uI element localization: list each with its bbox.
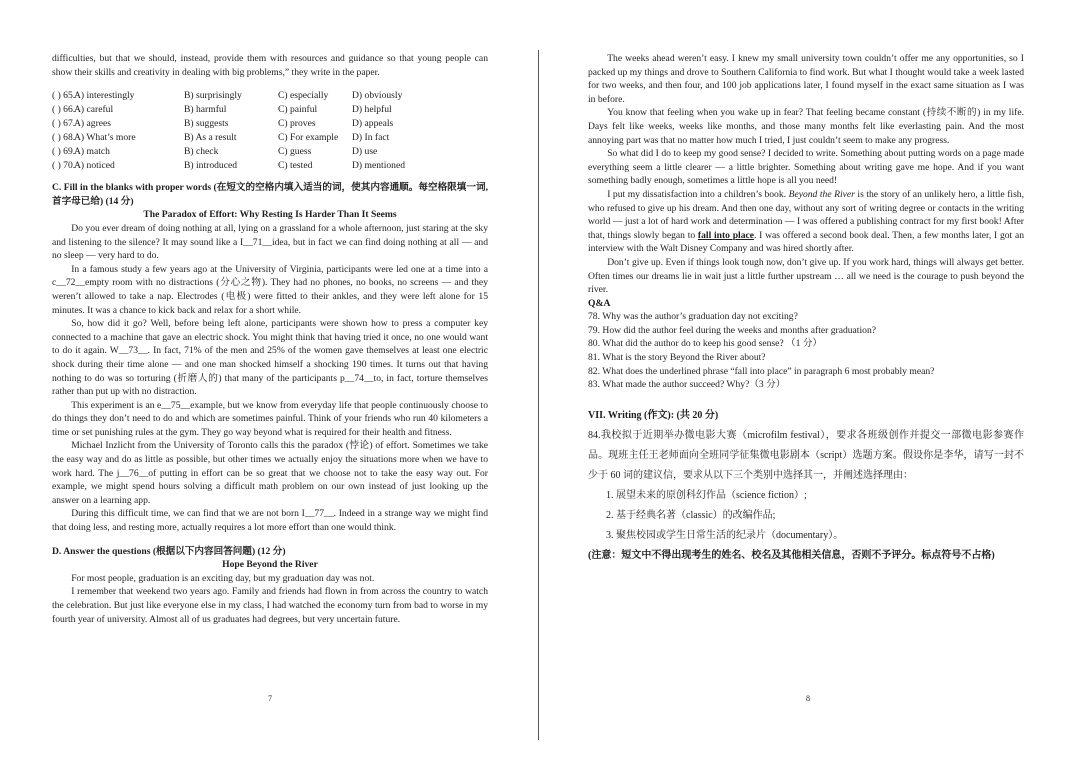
question: 79. How did the author feel during the weeks and months after graduation? bbox=[588, 324, 876, 336]
choice-b: B) suggests bbox=[184, 118, 229, 130]
story-paragraph: So what did I do to keep my good sense? I decided to write. Something about putting words on a page made everything seem a little clearer — a little brighter. Something about writing gave me hope. And if you want something badly enough, sometimes a little hope is all you need! bbox=[588, 148, 1024, 187]
passage-c-paragraph: So, how did it go? Well, before being left alone, participants were shown how to press a computer key connected to a machine that gave an electric shock. You might think that having tried it once, no one would want to do it again. W__73__. In fact, 71% of the men and 25% of the women gave themselves at least one electric shock during their time alone — and one man shocked himself a shocking 190 times. It turns out that having nothing to do was so torturing (折磨人的) that many of the participants p__74__to, in fact, torture themselves rather than put up with no distraction. bbox=[52, 318, 488, 398]
choice-number: ( ) 66. bbox=[52, 104, 76, 116]
choice-d: D) helpful bbox=[352, 104, 392, 116]
choice-c: C) tested bbox=[278, 160, 313, 172]
choice-c: C) guess bbox=[278, 146, 312, 158]
writing-option: 2. 基于经典名著（classic）的改编作品; bbox=[606, 509, 776, 521]
choice-b: B) As a result bbox=[184, 132, 237, 144]
writing-note: (注意：短文中不得出现考生的姓名、校名及其他相关信息，否则不予评分。标点符号不占格) bbox=[588, 549, 995, 561]
choice-b: B) introduced bbox=[184, 160, 238, 172]
passage-c-paragraph: During this difficult time, we can find that we are not born I__77__. Indeed in a strange way we might find that doing less, and resting more, actually requires a lot more effort than one would think. bbox=[52, 508, 488, 534]
qa-label: Q&A bbox=[588, 297, 611, 309]
writing-options bbox=[588, 486, 1024, 546]
story-text: I put my dissatisfaction into a children’s book. bbox=[607, 188, 789, 200]
choice-table bbox=[52, 89, 488, 173]
choice-row bbox=[52, 103, 488, 117]
question: 83. What made the author succeed? Why?（3 分） bbox=[588, 379, 786, 391]
choice-b: B) surprisingly bbox=[184, 90, 242, 102]
story-paragraph bbox=[588, 188, 1024, 256]
choice-b: B) check bbox=[184, 146, 219, 158]
choice-number: ( ) 70. bbox=[52, 160, 76, 172]
passage-c-paragraph: Do you ever dream of doing nothing at all, lying on a grassland for a whole afternoon, just staring at the sky and listening to the silence? It may sound like a I__71__idea, but in fact we can find doing nothing at all — and no sleep — very hard to do. bbox=[52, 222, 488, 262]
writing-prompt: 84.我校拟于近期举办微电影大赛（microfilm festival），要求各班级创作并提交一部微电影参赛作品。现班主任王老师面向全班同学征集微电影剧本（script）选题方案。假设你是李华，请写一封不少于 60 词的建议信，要求从以下三个类别中选择其一，并阐述选择理由： bbox=[588, 429, 1024, 481]
passage-d-paragraph: I remember that weekend two years ago. Family and friends had flown in from across the country to watch the celebration. But just like everyone else in my class, I had watched the economy turn from bad to worse in my fourth year of university. Almost all of us graduates had degrees, but very uncertain future. bbox=[52, 586, 488, 625]
underlined-phrase: fall into place bbox=[697, 229, 755, 241]
choice-b: B) harmful bbox=[184, 104, 227, 116]
choice-c: C) For example bbox=[278, 132, 339, 144]
page-number-right: 8 bbox=[806, 694, 810, 703]
qa-section bbox=[588, 297, 1024, 392]
choice-row bbox=[52, 159, 488, 173]
choice-d: D) appeals bbox=[352, 118, 394, 130]
choice-number: ( ) 68. bbox=[52, 132, 76, 144]
left-page bbox=[52, 52, 488, 712]
story-text: is the story of an unlikely hero, a little fish, who refused to give up his dream. And then one day, without any sort of writing degree or contacts in the writing world — just a lot of hard work and determination — I was offered a publishing contract for my first book! After that, things slowly began to bbox=[588, 188, 1024, 241]
choice-d: D) mentioned bbox=[352, 160, 406, 172]
choice-d: D) obviously bbox=[352, 90, 403, 102]
section-c-heading: C. Fill in the blanks with proper words (在短文的空格内填入适当的词，使其内容通顺。每空格限填一词,首字母已给) (14 分) bbox=[52, 182, 488, 207]
choice-a: A) noticed bbox=[74, 160, 115, 172]
story-paragraph: The weeks ahead weren’t easy. I knew my small university town couldn’t offer me any opportunities, so I packed up my things and drove to Southern California to find work. But what I thought would take a week lasted for two weeks, and then four, and 100 job applications later, I found myself in the exact same situation as I was in before. bbox=[588, 53, 1024, 105]
choice-number: ( ) 69. bbox=[52, 146, 76, 158]
choice-a: A) interestingly bbox=[74, 90, 135, 102]
choice-a: A) What’s more bbox=[74, 132, 136, 144]
passage-c-paragraph: This experiment is an e__75__example, but we know from everyday life that people continuously choose to do things they don’t need to do and which are sometimes painful. Think of your friends who run 40 kilometers a time or set punishing rules at the gym. They go way beyond what is required for their health and fitness. bbox=[52, 399, 488, 438]
section-d-heading: D. Answer the questions (根据以下内容回答问题) (12 分) bbox=[52, 545, 286, 557]
right-page bbox=[588, 52, 1024, 712]
writing-option: 1. 展望未来的原创科幻作品（science fiction）; bbox=[606, 489, 807, 501]
question: 80. What did the author do to keep his good sense? （1 分） bbox=[588, 338, 823, 350]
intro-paragraph: difficulties, but that we should, instead, provide them with resources and guidance so that young people can show their skills and creativity in dealing with big problems,” they write in the paper. bbox=[52, 53, 488, 78]
choice-d: D) use bbox=[352, 146, 378, 158]
page-divider bbox=[538, 50, 539, 740]
choice-row bbox=[52, 131, 488, 145]
book-title: Beyond the River bbox=[788, 188, 855, 200]
passage-d-title: Hope Beyond the River bbox=[222, 559, 318, 571]
choice-c: C) proves bbox=[278, 118, 316, 130]
question: 78. Why was the author’s graduation day not exciting? bbox=[588, 311, 798, 323]
choice-a: A) careful bbox=[74, 104, 114, 116]
page-number-left: 7 bbox=[268, 694, 272, 703]
choice-row bbox=[52, 145, 488, 159]
passage-c-paragraph: Michael Inzlicht from the University of Toronto calls this the paradox (悖论) of effort. Sometimes we take the easy way and do as little as possible, but other times we actually enjoy the situations more when we have to work hard. The j__76__of putting in effort can be so great that we choose not to take the easy way out. For example, we might spend hours solving a difficult math problem on our own instead of just looking up the answer on a learning app. bbox=[52, 440, 488, 506]
choice-c: C) painful bbox=[278, 104, 318, 116]
story-text: . I was offered a second book deal. Then, a few months later, I got an interview with the Walt Disney Company and was hired shortly after. bbox=[588, 229, 1024, 255]
choice-c: C) especially bbox=[278, 90, 329, 102]
writing-heading: VII. Writing (作文): (共 20 分) bbox=[588, 409, 719, 421]
writing-option: 3. 聚焦校园或学生日常生活的纪录片（documentary）。 bbox=[606, 529, 844, 541]
choice-number: ( ) 67. bbox=[52, 118, 76, 130]
passage-c-title: The Paradox of Effort: Why Resting Is Harder Than It Seems bbox=[143, 209, 397, 221]
question: 82. What does the underlined phrase “fall into place” in paragraph 6 most probably mean? bbox=[588, 365, 935, 377]
writing-section bbox=[588, 406, 1024, 566]
choice-d: D) In fact bbox=[352, 132, 390, 144]
story-paragraph: You know that feeling when you wake up in fear? That feeling became constant (持续不断的) in my life. Days felt like weeks, weeks like months, and those many months felt like everlasting pain. And the most annoying part was that no matter how much I tried, I just couldn’t seem to make any progress. bbox=[588, 107, 1024, 146]
passage-c-paragraph: In a famous study a few years ago at the University of Virginia, participants were led one at a time into a c__72__empty room with no distractions (分心之物). They had no phones, no books, no screens — and they weren’t allowed to take a nap. Electrodes (电极) were fitted to their ankles, and they were left alone for 15 minutes. It was a chance to kick back and relax for a short while. bbox=[52, 263, 488, 316]
story-paragraph: Don’t give up. Even if things look tough now, don’t give up. If you work hard, things will always get better. Often times our dreams lie in wait just a little further upstream … all we need is the courage to push beyond the river. bbox=[588, 256, 1024, 296]
choice-row bbox=[52, 117, 488, 131]
passage-d-paragraph: For most people, graduation is an exciting day, but my graduation day was not. bbox=[71, 572, 375, 584]
choice-a: A) match bbox=[74, 146, 110, 158]
choice-a: A) agrees bbox=[74, 118, 112, 130]
choice-number: ( ) 65. bbox=[52, 90, 76, 102]
choice-row bbox=[52, 89, 488, 103]
question: 81. What is the story Beyond the River about? bbox=[588, 352, 766, 364]
